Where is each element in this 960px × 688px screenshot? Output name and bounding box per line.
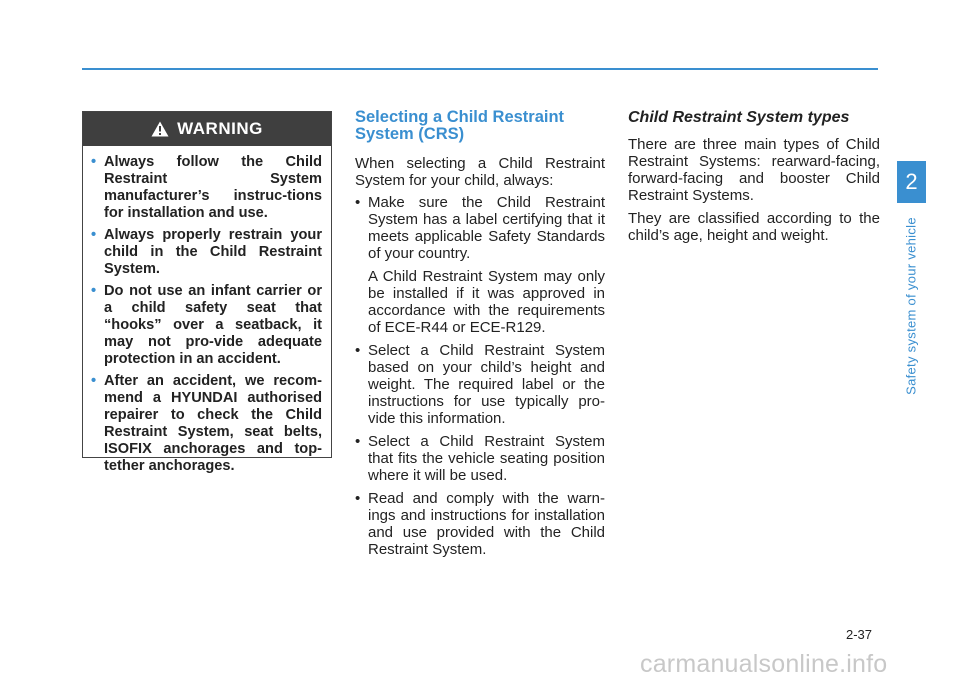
list-item: [355, 342, 605, 427]
list-item-text: Make sure the Child Restraint System has a label certifying that it meets applicable Safety Standards of your country.: [368, 194, 605, 262]
section-heading: Selecting a Child Restraint System (CRS): [355, 108, 565, 143]
page-number: 2-37: [846, 627, 873, 642]
watermark: carmanualsonline.info: [640, 650, 888, 678]
chapter-label: Safety system of your vehicle: [903, 217, 919, 395]
chapter-tab: 2: [897, 161, 926, 203]
top-rule: [82, 68, 878, 70]
crs-types-section: [628, 109, 880, 244]
paragraph: There are three main types of Child Restraint Systems: rearward-facing, forward-facing and booster Child Restraint Systems.: [628, 136, 880, 204]
list-item-text: Read and comply with the warn-ings and instructions for installation and use provided with the Child Restraint System.: [368, 490, 605, 558]
warning-box: [82, 111, 332, 474]
warning-item: • Always follow the Child Restraint System manufacturer’s instruc-tions for installation and use.: [96, 154, 322, 222]
list-item-subtext: A Child Restraint System may only be installed if it was approved in accordance with the requirements of ECE-R44 or ECE-R129.: [368, 268, 605, 336]
warning-item: • After an accident, we recom-mend a HYUNDAI authorised repairer to check the Child Restraint System, seat belts, ISOFIX anchorages and top-tether anchorages.: [96, 373, 322, 475]
warning-triangle-icon: [151, 121, 169, 137]
crs-selection-section: [355, 109, 605, 564]
warning-title: WARNING: [177, 119, 263, 138]
selection-list: [355, 194, 605, 558]
warning-list: [83, 146, 331, 475]
list-item: [355, 490, 605, 558]
warning-item: • Do not use an infant carrier or a child safety seat that “hooks” over a seatback, it may not pro-vide adequate protection in an accident.: [96, 283, 322, 368]
paragraph: They are classified according to the child’s age, height and weight.: [628, 210, 880, 244]
list-item: [355, 194, 605, 336]
list-item-text: Select a Child Restraint System based on your child’s height and weight. The required label or the instructions for use typically pro-vide this information.: [368, 342, 605, 427]
section-heading: Child Restraint System types: [628, 109, 850, 126]
list-item: [355, 433, 605, 484]
list-item-text: Select a Child Restraint System that fits the vehicle seating position where it will be used.: [368, 433, 605, 484]
section-intro: When selecting a Child Restraint System for your child, always:: [355, 155, 605, 189]
warning-header: [83, 112, 331, 146]
warning-item: • Always properly restrain your child in the Child Restraint System.: [96, 227, 322, 278]
